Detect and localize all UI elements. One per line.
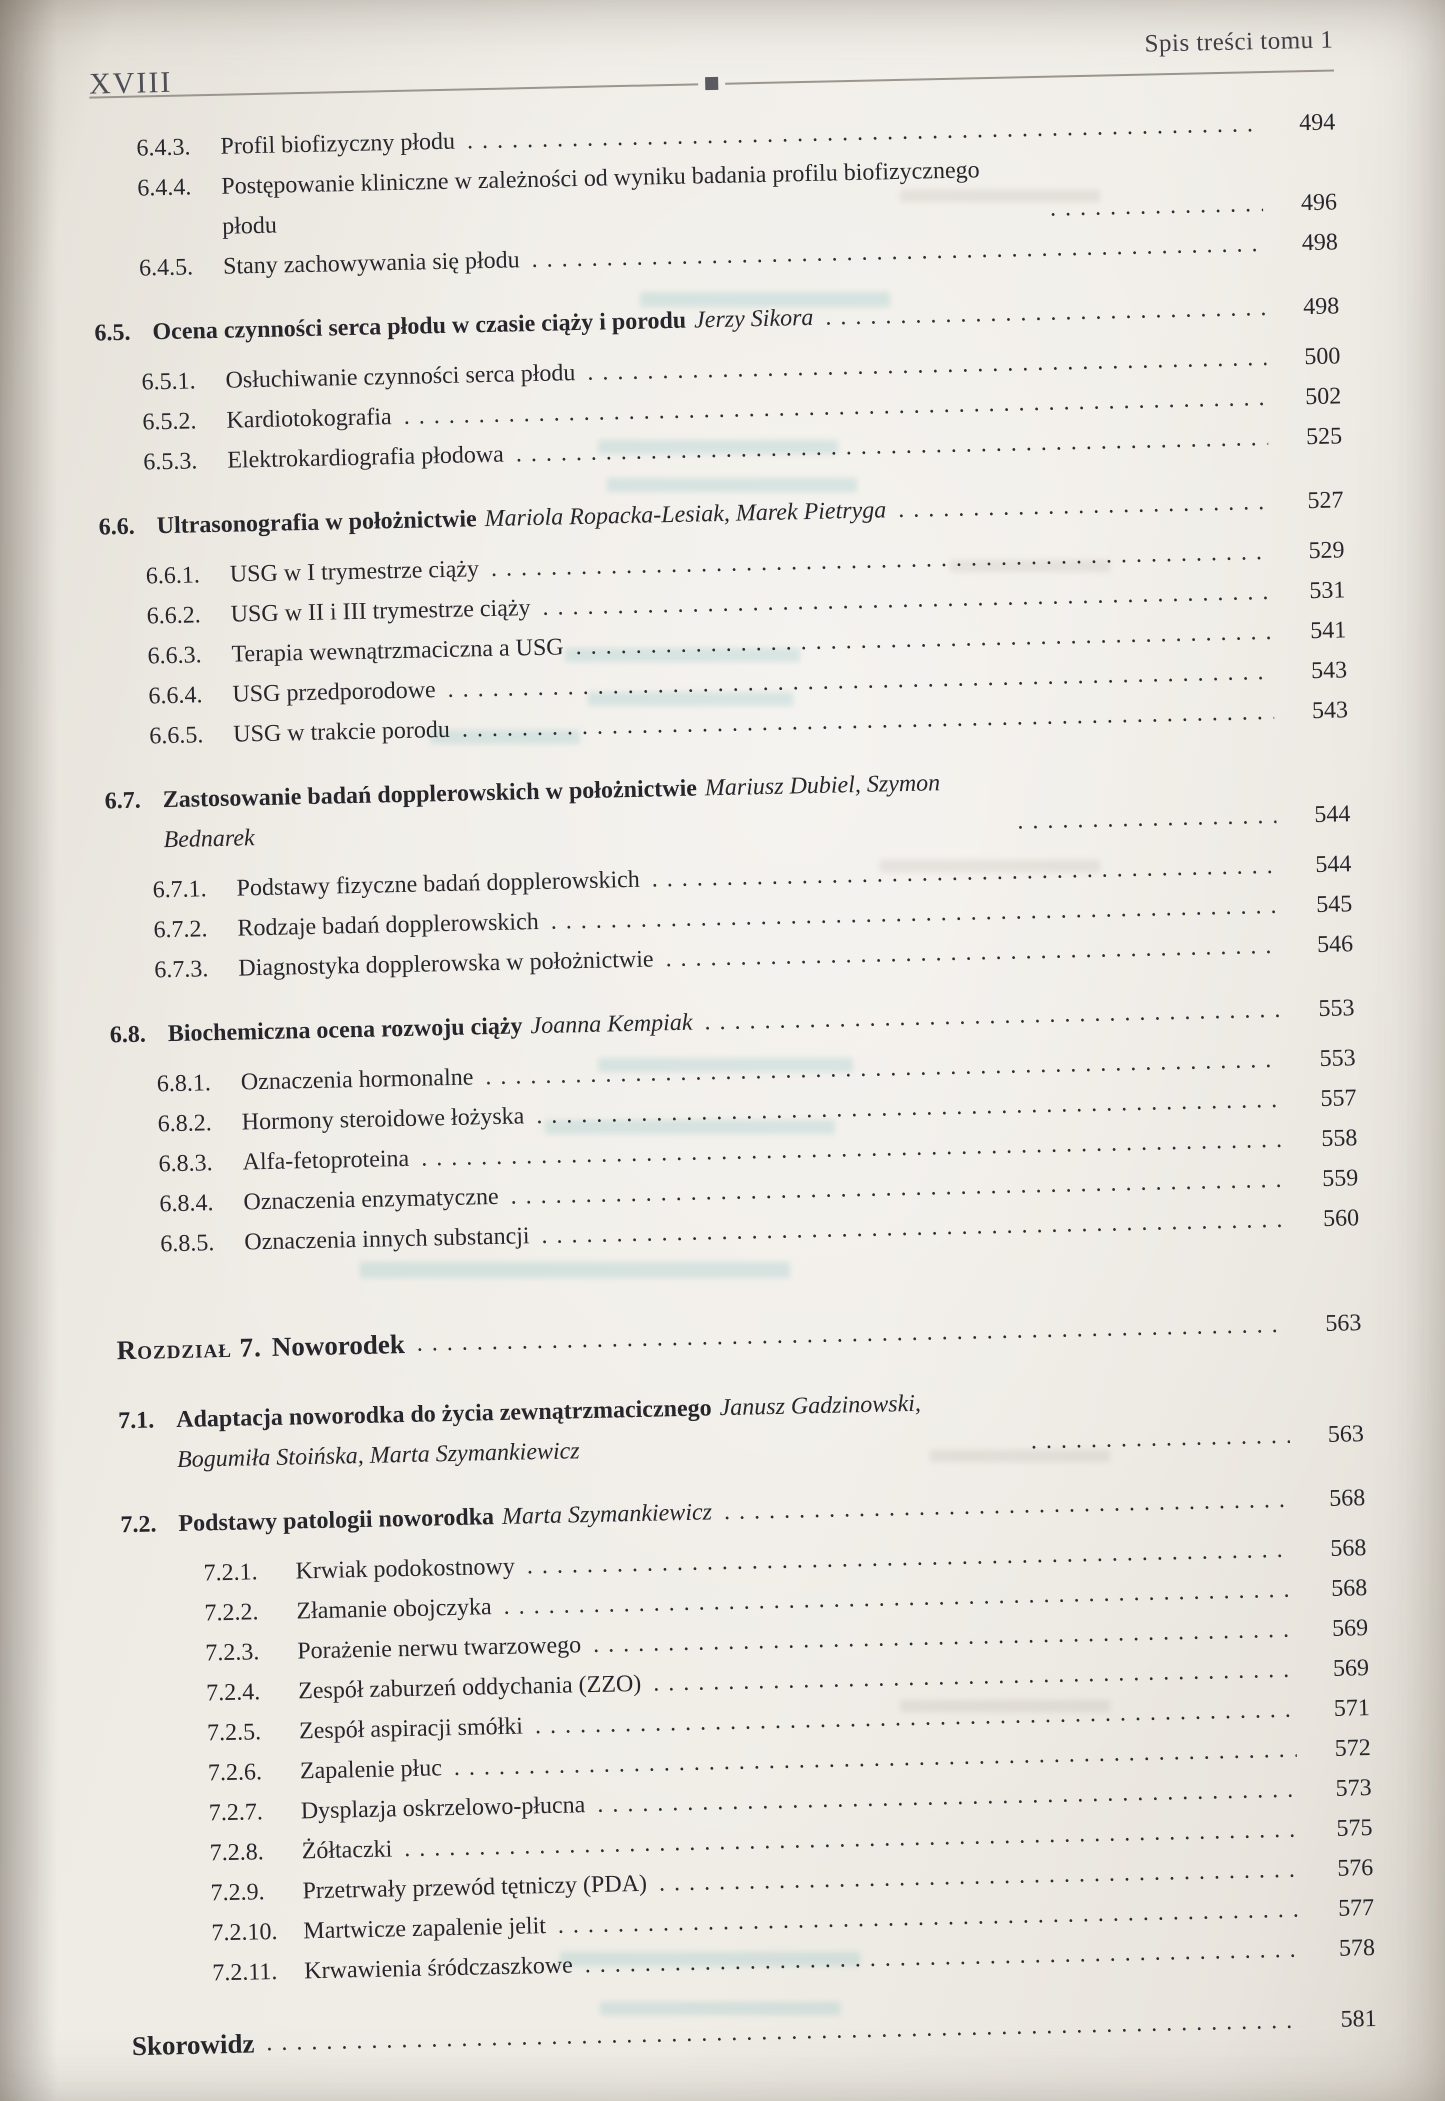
entry-page-number: 575 [1336,1815,1373,1842]
dot-leader [1030,1416,1290,1462]
entry-text [104,762,1006,862]
entry-number: 6.6.4. [148,682,203,710]
entry-page-number: 569 [1331,1615,1369,1642]
page-folio: XVIII [88,65,173,101]
entry-number: 6.8. [109,1021,147,1049]
entry-title: Krwawienia śródczaszkowe [303,1952,574,1985]
entry-title: Diagnostyka dopplerowska w położnictwie [238,946,654,982]
entry-number: 7.2.1. [203,1559,258,1587]
entry-text [204,1587,492,1633]
entry-number: 7.1. [117,1407,155,1435]
entry-text [116,1323,405,1371]
entry-title: Hormony steroidowe łożyska [241,1103,525,1136]
toc-entry [104,754,1350,861]
entry-text [139,240,520,288]
entry-number: 7.2.8. [209,1839,264,1867]
entry-number: 7.2.7. [208,1799,264,1827]
entry-page-number: 572 [1334,1735,1371,1762]
entry-number: 7.2.6. [207,1759,263,1787]
entry-title: Zespół aspiracji smółki [298,1713,524,1745]
entry-authors: Mariola Ropacka-Lesiak, Marek Pietryga [484,497,887,533]
entry-title: Terapia wewnątrzmaciczna a USG [231,634,564,668]
entry-title: Ocena czynności serca płodu w czasie ciąży i porodu [152,307,687,346]
entry-page-number: 559 [1321,1165,1359,1192]
entry-text [158,1139,409,1184]
entry-number: 6.7.2. [153,916,208,944]
entry-authors: Jerzy Sikora [693,304,814,334]
entry-page-number: 581 [1340,2005,1377,2033]
entry-title: Oznaczenia hormonalne [240,1064,474,1096]
entry-text [148,670,436,716]
entry-text [142,397,392,442]
entry-number: 6.6.1. [145,562,201,590]
entry-text [208,1748,443,1793]
entry-page-number: 496 [1300,189,1338,217]
entry-title: Przetrwały przewód tętniczy (PDA) [302,1870,648,1905]
entry-page-number: 545 [1315,891,1353,919]
entry-number: 6.6.2. [146,602,201,630]
entry-number: 7.2.9. [210,1879,265,1907]
dot-leader [416,1304,1288,1365]
entry-number: 6.6.5. [149,722,204,750]
running-head: Spis treści tomu 1 [1144,26,1334,58]
entry-number: 6.8.2. [157,1110,213,1138]
entry-title: Noworodek [271,1329,406,1362]
dot-leader [825,288,1266,338]
entry-title: Dysplazja oskrzelowo-płucna [300,1792,586,1825]
dot-leader [266,2000,1303,2065]
entry-title: USG w II i III trymestrze ciąży [230,595,531,628]
entry-text [143,435,504,483]
entry-authors: Janusz Gadzinowski, Bogumiła Stoińska, Marta Szymankiewicz [176,1390,922,1474]
entry-number: 6.6.3. [147,642,202,670]
header-rule-square-icon [705,77,718,90]
entry-number: 6.8.4. [159,1190,214,1218]
entry-text [209,1829,392,1873]
entry-page-number: 502 [1304,383,1342,411]
dot-leader [704,990,1281,1043]
header-rule-right-line [725,69,1334,84]
entry-number: 6.7. [104,787,141,815]
dot-leader [1017,796,1277,842]
entry-title: Zespół zaburzeń oddychania (ZZO) [297,1670,642,1705]
entry-title: Skorowidz [131,2028,255,2062]
entry-text [207,1707,524,1754]
entry-title: Oznaczenia innych substancji [244,1223,530,1256]
entry-page-number: 568 [1330,1575,1368,1602]
entry-title: Krwiak podokostnowy [295,1553,516,1585]
page-header [88,20,1334,103]
entry-text [136,122,455,169]
entry-title: Profil biofizyczny płodu [220,128,456,160]
entry-page-number: 576 [1337,1855,1374,1882]
entry-number: 7.2.5. [206,1719,262,1747]
entry-text [156,1057,473,1104]
entry-title: Oznaczenia enzymatyczne [243,1183,499,1216]
entry-title: USG przedporodowe [232,677,436,708]
entry-page-number: 544 [1314,801,1351,829]
entry-title: Postępowanie kliniczne w zależności od wyniku badania profilu biofizycznego płodu [221,157,980,240]
entry-page-number: 525 [1305,423,1343,451]
entry-text [109,1003,693,1056]
entry-number: 6.8.3. [158,1150,213,1178]
entry-page-number: 543 [1311,697,1349,725]
entry-page-number: 568 [1330,1535,1367,1562]
entry-page-number: 578 [1338,1935,1376,1962]
entry-title: USG w trakcie porodu [233,716,451,748]
entry-authors: Mariusz Dubiel, Szymon Bednarek [163,770,941,854]
entry-title: Zastosowanie badań dopplerowskich w położnictwie [162,775,698,814]
entry-number: 6.8.5. [160,1230,215,1258]
toc-list [90,102,1377,2067]
entry-page-number: 553 [1319,1045,1356,1072]
entry-title: Żółtaczki [301,1836,393,1865]
entry-page-number: 498 [1301,229,1339,257]
entry-number: 6.5. [94,319,131,347]
entry-page-number: 569 [1332,1655,1370,1682]
entry-title: Alfa-fetoproteina [242,1145,410,1176]
entry-number: 6.5.2. [142,408,197,436]
toc-entry [131,1998,1377,2067]
entry-page-number: 527 [1307,487,1344,515]
entry-page-number: 573 [1335,1775,1372,1802]
entry-number: 6.7.1. [152,876,207,904]
entry-title: USG w I trymestrze ciąży [229,556,480,588]
entry-page-number: 557 [1320,1085,1357,1112]
entry-text [98,490,886,547]
entry-title: Osłuchiwanie czynności serca płodu [225,360,576,394]
entry-text [118,1382,1020,1482]
entry-title: Rodzaje badań dopplerowskich [237,909,539,942]
entry-page-number: 541 [1309,617,1347,645]
entry-text [160,1216,530,1264]
entry-title: Podstawy fizyczne badań dopplerowskich [236,866,641,902]
dot-leader [1050,184,1264,229]
entry-page-number: 571 [1333,1695,1371,1722]
entry-number: 6.4.3. [136,134,191,162]
entry-number: 7.2. [120,1511,157,1539]
entry-number: 6.7.3. [154,956,209,984]
toc-entry [118,1374,1364,1481]
entry-page-number: 553 [1318,995,1355,1023]
entry-title: Adaptacja noworodka do życia zewnątrzmacicznego [175,1395,712,1434]
entry-page-number: 529 [1308,537,1345,565]
entry-number: 6.6. [98,513,136,541]
entry-text [149,710,450,757]
entry-title: Podstawy patologii noworodka [178,1504,495,1538]
entry-text [203,1547,515,1594]
entry-title: Stany zachowywania się płodu [222,247,520,280]
entry-text [212,1946,573,1994]
entry-number: Rozdział 7. [116,1332,263,1366]
entry-number: 7.2.4. [205,1679,261,1707]
entry-page-number: 546 [1316,931,1354,959]
toc-entry [116,1302,1362,1371]
entry-title: Zapalenie płuc [299,1755,443,1785]
entry-authors: Joanna Kempiak [530,1009,693,1040]
entry-page-number: 500 [1304,343,1341,371]
entry-title: Elektrokardiografia płodowa [227,441,505,474]
entry-page-number: 543 [1310,657,1348,685]
header-rule-left-line [89,83,698,98]
entry-text [131,2022,254,2067]
entry-page-number: 494 [1298,109,1336,137]
entry-page-number: 498 [1302,293,1340,321]
entry-number: 6.5.3. [143,448,198,476]
entry-number: 6.4.4. [137,174,192,202]
entry-number: 7.2.2. [204,1599,259,1627]
entry-title: Złamanie obojczyka [296,1594,492,1625]
entry-number: 6.5.1. [141,368,196,396]
entry-number: 7.2.10. [211,1918,278,1947]
entry-page-number: 558 [1321,1125,1358,1152]
entry-page-number: 563 [1327,1421,1365,1448]
entry-number: 6.8.1. [156,1070,212,1098]
entry-page-number: 577 [1337,1895,1375,1922]
entry-number: 7.2.3. [205,1639,260,1667]
entry-title: Porażenie nerwu twarzowego [297,1632,582,1665]
entry-title: Martwicze zapalenie jelit [303,1913,547,1945]
entry-page-number: 568 [1328,1485,1366,1512]
entry-page-number: 531 [1309,577,1346,605]
entry-title: Kardiotokografia [226,404,392,434]
dot-leader [724,1480,1292,1532]
entry-authors: Marta Szymankiewicz [501,1499,713,1530]
entry-title: Biochemiczna ocena rozwoju ciąży [167,1013,523,1048]
entry-page-number: 544 [1315,851,1352,879]
dot-leader [898,482,1270,530]
entry-text [94,298,814,354]
entry-number: 6.4.5. [138,254,194,282]
entry-page-number: 560 [1322,1205,1360,1232]
entry-text [120,1492,712,1545]
entry-title: Ultrasonografia w położnictwie [156,506,477,540]
entry-page-number: 563 [1325,1310,1362,1337]
entry-number: 7.2.11. [212,1958,278,1987]
